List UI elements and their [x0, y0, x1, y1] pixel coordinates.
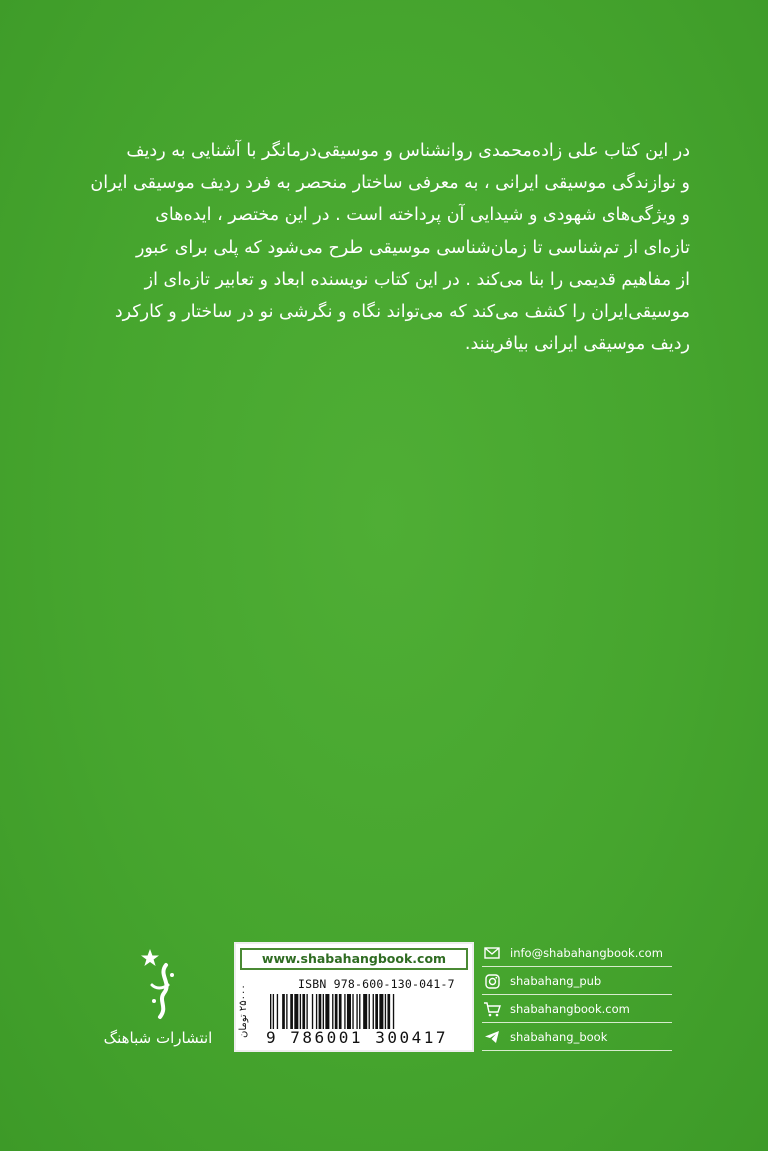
barcode-bar [294, 994, 298, 1030]
barcode-bar [312, 994, 313, 1030]
barcode-bar [393, 994, 394, 1030]
barcode-bar [306, 994, 307, 1030]
blurb-line: و نوازندگی موسیقی ایرانی ، به معرفی ساختار منحصر به فرد ردیف موسیقی ایران [90, 173, 690, 194]
barcode-bar [356, 994, 357, 1030]
barcode-bar [325, 994, 329, 1030]
blurb-line: ردیف موسیقی ایرانی بیافرینند. [464, 334, 690, 355]
blurb-line: تازه‌ای از تم‌شناسی تا زمان‌شناسی موسیقی طرح می‌شود که پلی برای عبور [135, 237, 690, 258]
website-label: www.shabahangbook.com [240, 948, 468, 970]
blurb-line: از مفاهیم قدیمی را بنا می‌کند . در این کتاب نویسنده ابعاد و تعابیر تازه‌ای از [144, 269, 690, 290]
barcode-panel [234, 942, 474, 1052]
blurb-line: و ویژگی‌های شهودی و شیدایی آن پرداخته است . در این مختصر ، ایده‌های [155, 205, 690, 226]
contact-email-text: info@shabahangbook.com [510, 946, 663, 960]
cart-icon [482, 1001, 502, 1017]
barcode-bar [277, 994, 278, 1030]
barcode-bar [332, 994, 333, 1030]
publisher-name: انتشارات شباهنگ [103, 1029, 213, 1047]
barcode-bar [319, 994, 322, 1030]
barcode-bar [344, 994, 345, 1030]
contact-shop[interactable] [482, 996, 672, 1023]
blurb-line: موسیقی‌ایران را کشف می‌کند که می‌تواند نگاه و نگرشی نو در ساختار و کارکرد [114, 302, 690, 323]
contact-list [482, 940, 672, 1052]
barcode-bar [290, 994, 293, 1030]
barcode-bars [266, 994, 471, 1030]
barcode-bar [302, 994, 305, 1030]
barcode-bar [273, 994, 274, 1030]
contact-instagram[interactable] [482, 968, 672, 995]
barcode-bar [286, 994, 287, 1030]
barcode-bar [316, 994, 317, 1030]
barcode-bar [352, 994, 353, 1030]
barcode-bar [359, 994, 360, 1030]
ean-number: 9 786001 300417 [266, 1029, 471, 1047]
publisher-logo [88, 945, 228, 1047]
instagram-icon [482, 973, 502, 989]
barcode-bar [300, 994, 301, 1030]
envelope-icon [482, 945, 502, 961]
barcode-bar [323, 994, 324, 1030]
contact-instagram-text: shabahang_pub [510, 974, 602, 988]
barcode-bar [373, 994, 374, 1030]
barcode-bar [282, 994, 285, 1030]
barcode-bar [363, 994, 367, 1030]
price-label: ۲۵۰۰۰ تومان [238, 984, 249, 1038]
barcode-bar [379, 994, 383, 1030]
barcode-bar [270, 994, 271, 1030]
barcode-bar [339, 994, 342, 1030]
contact-shop-text: shabahangbook.com [510, 1002, 630, 1016]
barcode-bar [385, 994, 386, 1030]
publisher-logo-mark [128, 945, 188, 1025]
contact-email[interactable] [482, 940, 672, 967]
barcode-bar [375, 994, 378, 1030]
contact-telegram-text: shabahang_book [510, 1030, 608, 1044]
barcode-bar [335, 994, 338, 1030]
contact-telegram[interactable] [482, 1024, 672, 1051]
telegram-icon [482, 1029, 502, 1045]
barcode-bar [369, 994, 370, 1030]
barcode-bar [387, 994, 390, 1030]
isbn-text: ISBN 978-600-130-041-7 [298, 977, 455, 991]
back-cover-blurb [78, 135, 690, 360]
barcode-bar [347, 994, 351, 1030]
blurb-line: در این کتاب علی زاده‌محمدی روانشناس و موسیقی‌درمانگر با آشنایی به ردیف [126, 141, 690, 161]
